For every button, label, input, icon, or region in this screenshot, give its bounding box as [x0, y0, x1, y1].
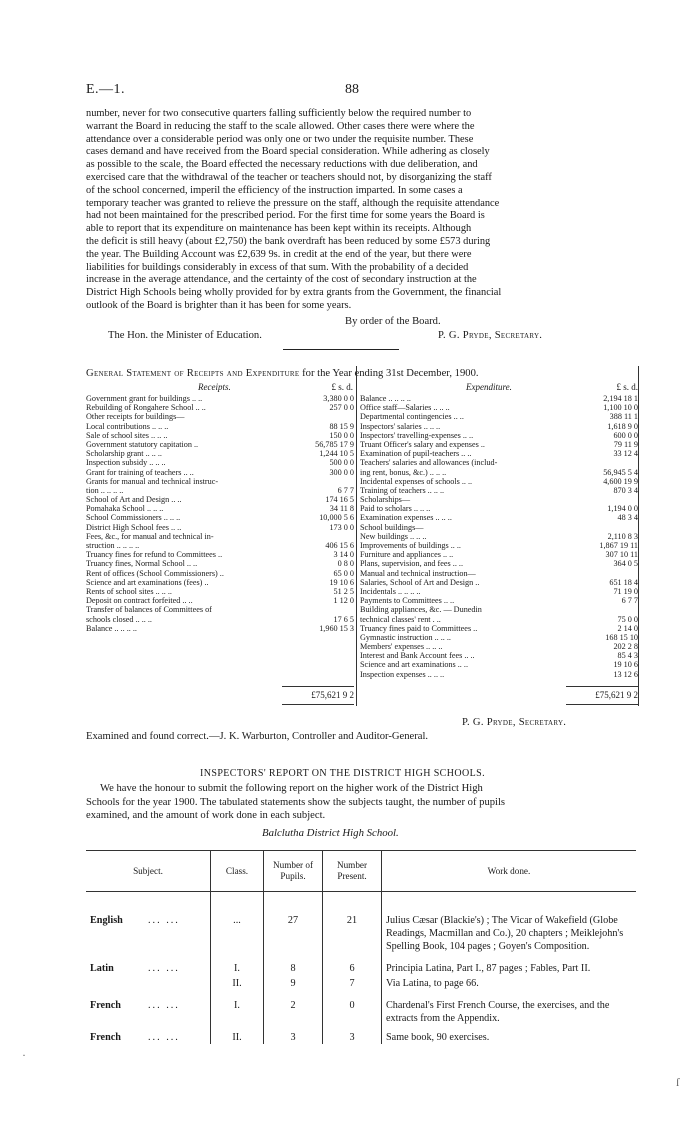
receipts-label: Rent of offices (School Commissioners) .. [86, 568, 224, 578]
leader-dots: ... ... [148, 1000, 180, 1011]
receipts-amount: 6 7 7 [337, 485, 354, 495]
receipts-row [86, 431, 356, 440]
receipts-row [86, 550, 356, 559]
receipts-amount: 88 15 9 [329, 421, 354, 431]
cell-present: 6 [323, 953, 382, 975]
receipts-amount: 34 11 8 [329, 504, 354, 514]
expenditure-amount: 1,867 19 11 [599, 541, 638, 550]
receipts-amount: 56,785 17 9 [315, 439, 354, 449]
page-number: 88 [345, 82, 359, 97]
receipts-label: Sale of school sites .. .. .. [86, 430, 168, 440]
expenditure-amount: 56,945 5 4 [603, 467, 638, 477]
expenditure-label: Incidentals .. .. .. .. [360, 586, 421, 596]
expenditure-amount: 71 19 0 [613, 586, 638, 596]
expenditure-row [360, 504, 640, 513]
subject-name: English [90, 915, 123, 926]
receipts-row [86, 523, 356, 532]
expenditure-label: Truant Officer's salary and expenses .. [360, 439, 485, 449]
receipts-amount: 173 0 0 [329, 522, 354, 532]
addressee-line: The Hon. the Minister of Education. [108, 330, 262, 341]
receipts-row [86, 624, 356, 633]
receipts-row [86, 615, 356, 624]
right-border [638, 366, 639, 706]
expenditure-row [360, 422, 640, 431]
expenditure-amount: 33 12 4 [613, 449, 638, 459]
report-line: attendance over a considerable period was only one or two under the requisite number. These [86, 133, 474, 145]
cell-work-done: Via Latina, to page 66. [382, 975, 637, 990]
expenditure-label: Interest and Bank Account fees .. .. [360, 651, 475, 661]
cell-subject [86, 975, 211, 990]
receipts-label: Government statutory capitation .. [86, 439, 199, 449]
inspectors-intro-line: examined, and the amount of work done in each subject. [86, 810, 326, 821]
cell-pupils: 27 [264, 892, 323, 954]
receipts-label: Balance .. .. .. .. [86, 623, 137, 633]
cell-pupils: 9 [264, 975, 323, 990]
cell-work-done: Principia Latina, Part I., 87 pages ; Fables, Part II. [382, 953, 637, 975]
column-divider [356, 366, 357, 706]
cell-present: 7 [323, 975, 382, 990]
expenditure-row [360, 458, 640, 467]
leader-dots: ... ... [148, 963, 180, 974]
expenditure-amount: 1,194 0 0 [607, 504, 638, 514]
expenditure-row [360, 569, 640, 578]
receipts-row [86, 477, 356, 486]
expenditure-row [360, 495, 640, 504]
subjects-table-header [86, 851, 636, 892]
receipts-label: schools closed .. .. .. [86, 614, 152, 624]
cell-present: 21 [323, 892, 382, 954]
expenditure-label: Teachers' salaries and allowances (includ- [360, 458, 498, 468]
receipts-row [86, 532, 356, 541]
receipts-total-underline [282, 704, 354, 705]
expenditure-money-heading: £ s. d. [616, 382, 638, 392]
cell-subject [86, 1025, 211, 1044]
header-subject: Subject. [86, 851, 211, 892]
receipts-label: Inspection subsidy .. .. .. [86, 458, 166, 468]
cell-class: I. [211, 990, 264, 1025]
receipts-row [86, 403, 356, 412]
expenditure-label: Members' expenses .. .. .. [360, 642, 443, 652]
expenditure-label: Paid to scholars .. .. .. [360, 504, 431, 514]
cell-subject [86, 953, 211, 975]
expenditure-amount: 13 12 6 [613, 669, 638, 679]
receipts-amount: 174 16 5 [325, 495, 354, 505]
expenditure-label: Examination of pupil-teachers .. .. [360, 449, 472, 459]
expenditure-row [360, 660, 640, 669]
expenditure-label: School buildings— [360, 522, 424, 532]
expenditure-row [360, 449, 640, 458]
cell-subject [86, 892, 211, 954]
receipts-row [86, 412, 356, 421]
expenditure-total: £75,621 9 2 [595, 690, 638, 700]
expenditure-row [360, 651, 640, 660]
secretary-signature: P. G. Pryde, Secretary. [438, 330, 543, 341]
inspectors-report-title: INSPECTORS' REPORT ON THE DISTRICT HIGH SCHOOLS. [200, 768, 485, 779]
expenditure-label: ing rent, bonus, &c.) .. .. .. [360, 467, 447, 477]
receipts-label: Science and art examinations (fees) .. [86, 577, 209, 587]
expenditure-row [360, 412, 640, 421]
cell-present: 3 [323, 1025, 382, 1044]
expenditure-label: Gymnastic instruction .. .. .. [360, 632, 451, 642]
report-line: cases demand and have received from the Board special consideration. While adhering as closely [86, 146, 490, 158]
receipts-label: Truancy fines, Normal School .. .. [86, 559, 198, 569]
report-line: liabilities for buildings considerably in excess of that sum. With the probability of a decided [86, 261, 469, 273]
cell-class: II. [211, 975, 264, 990]
expenditure-label: Inspection expenses .. .. .. [360, 669, 445, 679]
receipts-label: Local contributions .. .. .. [86, 421, 169, 431]
receipts-label: tion .. .. .. .. [86, 485, 124, 495]
expenditure-amount: 168 15 10 [605, 632, 638, 642]
expenditure-amount: 2 14 0 [617, 623, 638, 633]
expenditure-label: Training of teachers .. .. .. [360, 485, 445, 495]
receipts-row [86, 458, 356, 467]
report-line: able to report that its expenditure on maintenance has been kept within its receipts. Although [86, 223, 472, 235]
section-divider [283, 349, 399, 350]
receipts-label: Rebuilding of Rongahere School .. .. [86, 403, 206, 413]
expenditure-amount: 79 11 9 [613, 439, 638, 449]
expenditure-amount: 75 0 0 [617, 614, 638, 624]
expenditure-label: Inspectors' travelling-expenses .. .. [360, 430, 474, 440]
expenditure-label: Building appliances, &c. — Dunedin [360, 605, 482, 615]
page-header-code: E.—1. [86, 82, 126, 97]
expenditure-label: Office staff—Salaries .. .. .. [360, 403, 450, 413]
expenditure-row [360, 670, 640, 679]
expenditure-amount: 307 10 11 [605, 550, 638, 560]
report-line: the year. The Building Account was £2,639 9s. in credit at the end of the year, but there were [86, 248, 472, 260]
table-row [86, 953, 636, 975]
receipts-amount: 19 10 6 [329, 577, 354, 587]
receipts-heading: Receipts. [198, 382, 231, 392]
expenditure-amount: 4,600 19 9 [603, 476, 638, 486]
receipts-total-rule [282, 686, 354, 687]
expenditure-amount: 2,110 8 3 [607, 531, 638, 541]
expenditure-row [360, 394, 640, 403]
receipts-amount: 1,960 15 3 [319, 623, 354, 633]
header-work-done: Work done. [382, 851, 637, 892]
report-line: District High Schools being wholly provided for by extra grants from the Government, the financial [86, 287, 502, 299]
expenditure-amount: 600 0 0 [613, 430, 638, 440]
expenditure-row [360, 550, 640, 559]
cell-pupils: 8 [264, 953, 323, 975]
subject-name: French [90, 1000, 121, 1011]
receipts-amount: 65 0 0 [333, 568, 354, 578]
statement-title [86, 368, 642, 379]
expenditure-total-underline [566, 704, 638, 705]
by-order-line: By order of the Board. [345, 316, 441, 327]
table-row [86, 892, 636, 954]
expenditure-label: Science and art examinations .. .. [360, 660, 468, 670]
report-line: exercised care that the withdrawal of the teacher or teachers should not, by disorganizing the staff [86, 171, 492, 183]
receipts-row [86, 596, 356, 605]
cell-subject [86, 990, 211, 1025]
receipts-row [86, 513, 356, 522]
receipts-amount: 150 0 0 [329, 430, 354, 440]
receipts-label: struction .. .. .. .. [86, 541, 140, 550]
receipts-row [86, 422, 356, 431]
expenditure-heading: Expenditure. [466, 382, 512, 392]
inspectors-intro-line: Schools for the year 1900. The tabulated statements show the subjects taught, the number of pupils [86, 796, 506, 808]
report-line: number, never for two consecutive quarters falling sufficiently below the required number to [86, 108, 472, 119]
receipts-amount: 3 14 0 [333, 550, 354, 560]
expenditure-label: Incidental expenses of schools .. .. [360, 476, 473, 486]
header-number-of-pupils: Number of Pupils. [264, 851, 323, 892]
expenditure-row [360, 624, 640, 633]
receipts-label: District High School fees .. .. [86, 522, 182, 532]
report-line: the deficit is still heavy (about £2,750) the bank overdraft has been reduced by some £573 during [86, 235, 491, 247]
subjects-table [86, 850, 636, 1044]
report-line: temporary teacher was granted to relieve the pressure on the staff, although the requisite attendance [86, 197, 500, 209]
receipts-amount: 17 6 5 [333, 614, 354, 624]
report-line: outlook of the Board is brighter than it has been for some years. [86, 299, 352, 311]
expenditure-row [360, 523, 640, 532]
expenditure-amount: 2,194 18 1 [603, 394, 638, 403]
expenditure-label: technical classes' rent . .. [360, 614, 441, 624]
expenditure-label: Plans, supervision, and fees .. .. [360, 559, 464, 569]
inspectors-intro-line: We have the honour to submit the following report on the higher work of the District High [100, 783, 483, 794]
expenditure-label: Improvements of buildings .. .. [360, 541, 461, 550]
header-class: Class. [211, 851, 264, 892]
receipts-label: Grants for manual and technical instruc- [86, 476, 219, 486]
receipts-label: Scholarship grant .. .. .. [86, 449, 162, 459]
margin-mark-right: ſ [676, 1075, 680, 1089]
expenditure-amount: 19 10 6 [613, 660, 638, 670]
report-line: had not been maintained for the prescribed period. For the first time for some years the Board is [86, 210, 485, 222]
receipts-row [86, 578, 356, 587]
expenditure-amount: 388 11 1 [609, 412, 638, 422]
inspectors-intro [86, 782, 632, 823]
statement-title-main: General Statement of Receipts and Expenditure [86, 368, 300, 379]
expenditure-amount: 870 3 4 [613, 485, 638, 495]
expenditure-label: Furniture and appliances .. .. [360, 550, 454, 560]
secretary-signature-2: P. G. Pryde, Secretary. [462, 717, 567, 728]
expenditure-row [360, 403, 640, 412]
receipts-amount: 406 15 6 [325, 541, 354, 550]
table-row [86, 975, 636, 990]
school-title: Balclutha District High School. [262, 827, 399, 839]
expenditure-label: Salaries, School of Art and Design .. [360, 577, 480, 587]
receipts-row [86, 605, 356, 614]
header-number-present: Number Present. [323, 851, 382, 892]
expenditure-label: Examination expenses .. .. .. [360, 513, 452, 523]
expenditure-row [360, 615, 640, 624]
expenditure-row [360, 587, 640, 596]
cell-work-done: Same book, 90 exercises. [382, 1025, 637, 1044]
receipts-amount: 257 0 0 [329, 403, 354, 413]
expenditure-label: Scholarships— [360, 495, 411, 505]
receipts-amount: 10,000 5 6 [319, 513, 354, 523]
expenditure-row [360, 578, 640, 587]
receipts-label: Rents of school sites .. .. .. [86, 586, 172, 596]
margin-mark-left: · [22, 1048, 26, 1062]
receipts-row [86, 468, 356, 477]
expenditure-label: Payments to Committees .. .. [360, 596, 455, 606]
receipts-row [86, 440, 356, 449]
receipts-row [86, 504, 356, 513]
expenditure-amount: 364 0 5 [613, 559, 638, 569]
leader-dots: ... ... [148, 1032, 180, 1043]
report-line: increase in the average attendance, and the certainty of the cost of secondary instruction at the [86, 274, 477, 286]
receipts-row [86, 495, 356, 504]
leader-dots: ... ... [148, 915, 180, 926]
expenditure-row [360, 477, 640, 486]
subject-name: Latin [90, 963, 114, 974]
expenditure-row [360, 431, 640, 440]
expenditure-amount: 85 4 3 [617, 651, 638, 661]
expenditure-label: Balance .. .. .. .. [360, 394, 411, 403]
cell-pupils: 3 [264, 1025, 323, 1044]
expenditure-amount: 48 3 4 [617, 513, 638, 523]
expenditure-row [360, 596, 640, 605]
expenditure-row [360, 468, 640, 477]
receipts-amount: 500 0 0 [329, 458, 354, 468]
cell-present: 0 [323, 990, 382, 1025]
receipts-label: Truancy fines for refund to Committees .. [86, 550, 223, 560]
auditor-certification: Examined and found correct.—J. K. Warburton, Controller and Auditor-General. [86, 731, 429, 742]
expenditure-total-rule [566, 686, 638, 687]
expenditure-row [360, 532, 640, 541]
receipts-label: School Commissioners .. .. .. [86, 513, 181, 523]
receipts-label: Pomahaka School .. .. .. [86, 504, 164, 514]
receipts-label: Government grant for buildings .. .. [86, 394, 203, 403]
report-paragraph [86, 108, 632, 313]
table-row [86, 990, 636, 1025]
expenditure-row [360, 559, 640, 568]
table-row [86, 1025, 636, 1044]
receipts-total: £75,621 9 2 [311, 690, 354, 700]
receipts-amount: 0 8 0 [337, 559, 354, 569]
expenditure-row [360, 486, 640, 495]
statement-title-rest: for the Year ending 31st December, 1900. [299, 368, 479, 379]
expenditure-row [360, 605, 640, 614]
receipts-row [86, 394, 356, 403]
expenditure-row [360, 440, 640, 449]
cell-pupils: 2 [264, 990, 323, 1025]
expenditure-label: New buildings .. .. .. [360, 531, 427, 541]
receipts-amount: 51 2 5 [333, 586, 354, 596]
cell-class: I. [211, 953, 264, 975]
expenditure-amount: 1,618 9 0 [607, 421, 638, 431]
cell-work-done: Julius Cæsar (Blackie's) ; The Vicar of Wakefield (Globe Readings, Macmillan and Co.), 20 chapters ; Meiklejohn's Spelling Book, 104 pages ; Goyen's Composition. [382, 892, 637, 954]
receipts-row [86, 559, 356, 568]
receipts-amount: 1,244 10 5 [319, 449, 354, 459]
expenditure-amount: 1,100 10 0 [603, 403, 638, 413]
receipts-row [86, 569, 356, 578]
cell-class: ... [211, 892, 264, 954]
receipts-amount: 3,380 0 0 [323, 394, 354, 403]
receipts-row [86, 587, 356, 596]
receipts-money-heading: £ s. d. [331, 382, 353, 392]
receipts-amount: 300 0 0 [329, 467, 354, 477]
subject-name: French [90, 1032, 121, 1043]
expenditure-label: Inspectors' salaries .. .. .. [360, 421, 441, 431]
receipts-amount: 1 12 0 [333, 596, 354, 606]
expenditure-amount: 6 7 7 [621, 596, 638, 606]
receipts-label: Other receipts for buildings— [86, 412, 185, 422]
receipts-column [86, 394, 356, 633]
receipts-row [86, 541, 356, 550]
expenditure-label: Truancy fines paid to Committees .. [360, 623, 478, 633]
receipts-label: Transfer of balances of Committees of [86, 605, 212, 615]
receipts-row [86, 486, 356, 495]
expenditure-row [360, 513, 640, 522]
receipts-row [86, 449, 356, 458]
expenditure-column [360, 394, 640, 679]
receipts-label: Fees, &c., for manual and technical in- [86, 531, 214, 541]
expenditure-row [360, 541, 640, 550]
receipts-label: Deposit on contract forfeited .. .. [86, 596, 193, 606]
report-line: warrant the Board in reducing the staff to the scale allowed. Other cases there were where the [86, 120, 475, 132]
expenditure-amount: 202 2 8 [613, 642, 638, 652]
cell-work-done: Chardenal's First French Course, the exercises, and the extracts from the Appendix. [382, 990, 637, 1025]
receipts-label: Grant for training of teachers .. .. [86, 467, 194, 477]
report-line: as possible to the scale, the Board effected the necessary reductions with due deliberation, and [86, 159, 478, 171]
cell-class: II. [211, 1025, 264, 1044]
receipts-label: School of Art and Design .. .. [86, 495, 182, 505]
expenditure-label: Manual and technical instruction— [360, 568, 476, 578]
expenditure-row [360, 633, 640, 642]
expenditure-amount: 651 18 4 [609, 577, 638, 587]
report-line: of the school concerned, imperil the efficiency of the instruction imparted. In some cases a [86, 184, 463, 196]
expenditure-row [360, 642, 640, 651]
expenditure-label: Departmental contingencies .. .. [360, 412, 464, 422]
